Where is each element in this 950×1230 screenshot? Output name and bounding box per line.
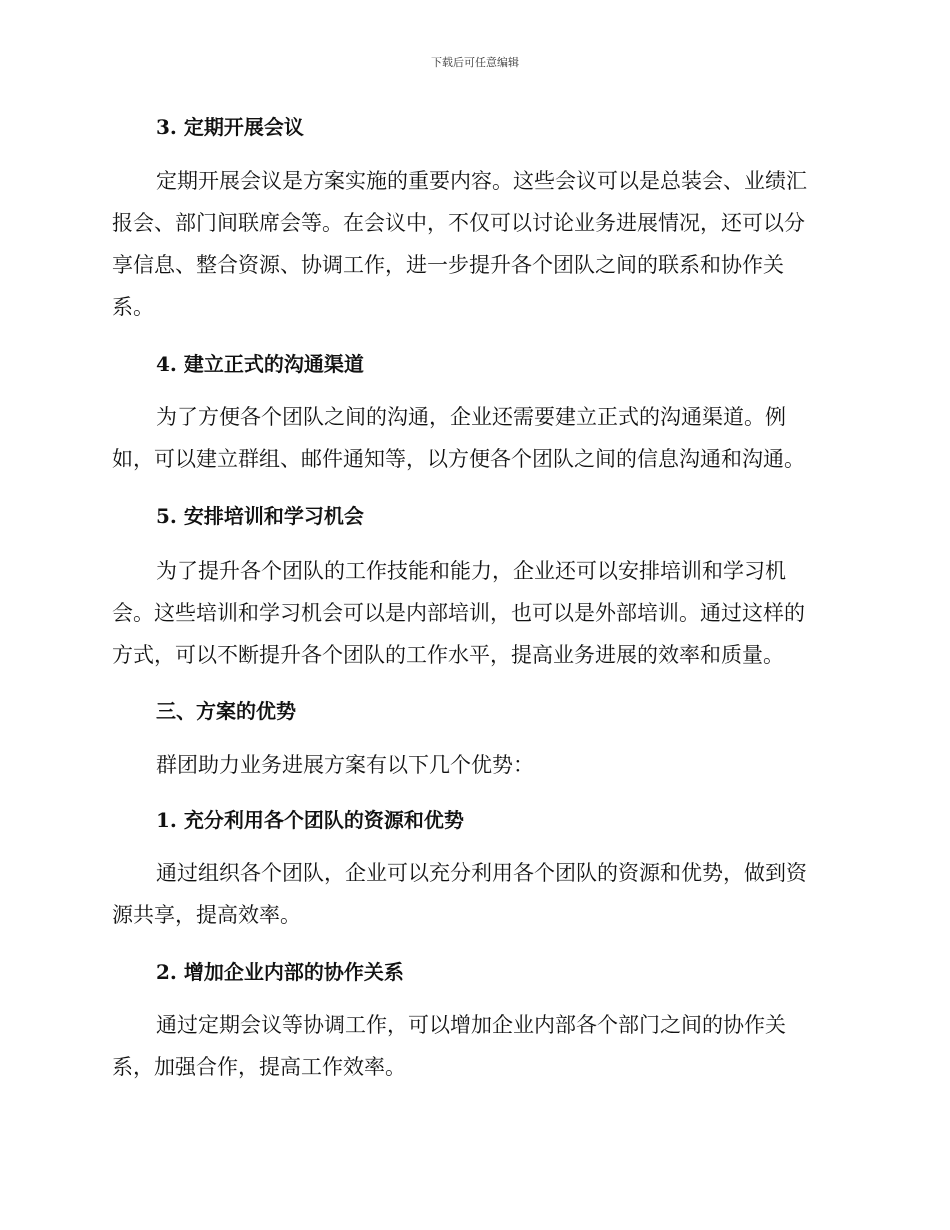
paragraph xyxy=(112,550,832,676)
section-heading: 3. 定期开展会议 xyxy=(156,115,304,139)
paragraph xyxy=(112,160,832,328)
paragraph-line: 方式，可以不断提升各个团队的工作水平，提高业务进展的效率和质量。 xyxy=(112,643,784,667)
paragraph-line: 定期开展会议是方案实施的重要内容。这些会议可以是总装会、业绩汇 xyxy=(156,169,807,193)
paragraph xyxy=(112,396,832,480)
paragraph-line: 为了提升各个团队的工作技能和能力，企业还可以安排培训和学习机 xyxy=(156,559,786,583)
paragraph xyxy=(112,852,832,936)
paragraph-line: 系，加强合作，提高工作效率。 xyxy=(112,1055,406,1079)
paragraph-line: 源共享，提高效率。 xyxy=(112,903,301,927)
paragraph-line: 通过组织各个团队，企业可以充分利用各个团队的资源和优势，做到资 xyxy=(156,861,807,885)
section-heading: 1. 充分利用各个团队的资源和优势 xyxy=(156,808,464,832)
paragraph-line: 享信息、整合资源、协调工作，进一步提升各个团队之间的联系和协作关 xyxy=(112,253,784,277)
paragraph-line: 为了方便各个团队之间的沟通，企业还需要建立正式的沟通渠道。例 xyxy=(156,405,786,429)
section-heading: 4. 建立正式的沟通渠道 xyxy=(156,352,364,376)
paragraph-line: 通过定期会议等协调工作，可以增加企业内部各个部门之间的协作关 xyxy=(156,1013,786,1037)
paragraph-line: 会。这些培训和学习机会可以是内部培训，也可以是外部培训。通过这样的 xyxy=(112,601,805,625)
paragraph-line: 群团助力业务进展方案有以下几个优势： xyxy=(156,753,534,777)
paragraph xyxy=(112,744,832,786)
paragraph-line: 如，可以建立群组、邮件通知等，以方便各个团队之间的信息沟通和沟通。 xyxy=(112,447,805,471)
page-header: 下载后可任意编辑 xyxy=(431,56,519,69)
paragraph-line: 报会、部门间联席会等。在会议中，不仅可以讨论业务进展情况，还可以分 xyxy=(112,211,805,235)
paragraph xyxy=(112,1004,832,1088)
section-heading: 三、方案的优势 xyxy=(156,699,296,723)
paragraph-line: 系。 xyxy=(112,295,154,319)
section-heading: 5. 安排培训和学习机会 xyxy=(156,504,364,528)
section-heading: 2. 增加企业内部的协作关系 xyxy=(156,960,404,984)
